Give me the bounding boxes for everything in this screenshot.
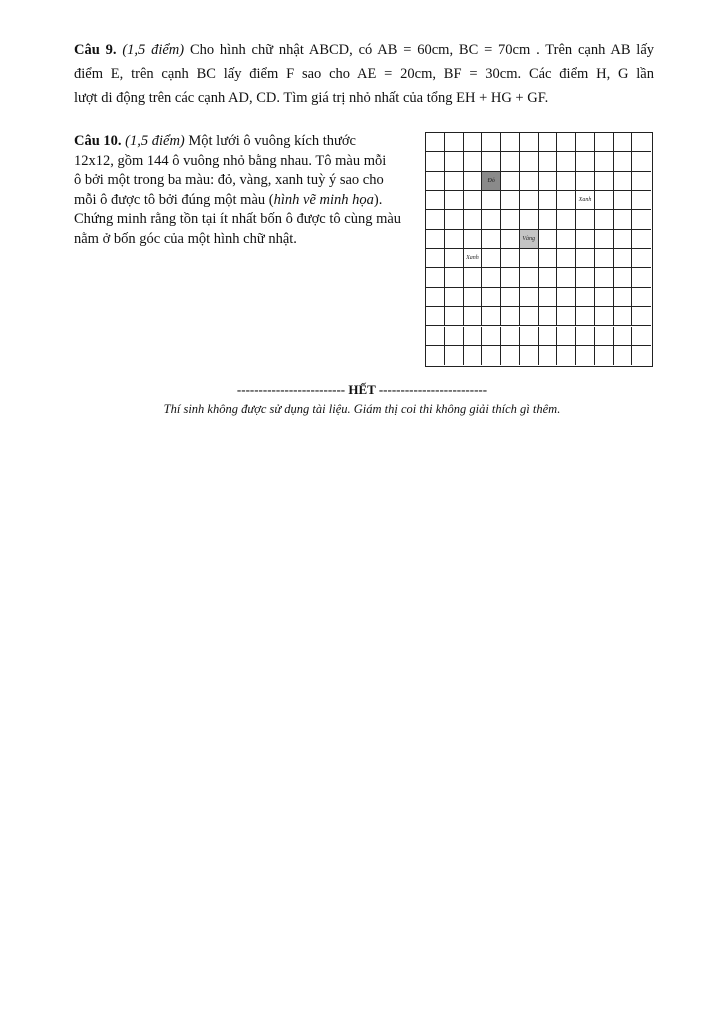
grid-cell bbox=[557, 152, 576, 171]
cell-color-label: Đỏ bbox=[487, 177, 495, 184]
grid-cell bbox=[464, 191, 483, 210]
grid-cell bbox=[464, 172, 483, 191]
q10-text-4b: ). bbox=[373, 191, 383, 208]
q10-line-3: ô bởi một trong ba màu: đỏ, vàng, xanh tuỳ ý sao cho bbox=[74, 172, 384, 188]
q10-line-2: 12x12, gồm 144 ô vuông nhỏ bằng nhau. Tô màu mỗi bbox=[74, 152, 387, 169]
grid-cell bbox=[445, 307, 464, 326]
q9-points: (1,5 điểm) bbox=[122, 42, 185, 58]
grid-cell bbox=[445, 327, 464, 346]
grid-cell bbox=[539, 172, 558, 191]
q9-line-3: lượt di động trên các cạnh AD, CD. Tìm giá trị nhỏ nhất của tổng EH + HG + GF. bbox=[74, 90, 549, 106]
grid-cell bbox=[632, 288, 651, 307]
grid-cell bbox=[614, 346, 633, 365]
grid-cell bbox=[520, 191, 539, 210]
grid-cell bbox=[482, 268, 501, 287]
grid-cell bbox=[501, 133, 520, 152]
grid-cell bbox=[539, 307, 558, 326]
grid-cell bbox=[595, 152, 614, 171]
grid-cell bbox=[595, 288, 614, 307]
grid-cell bbox=[520, 210, 539, 229]
grid-cell bbox=[520, 307, 539, 326]
grid-cell bbox=[632, 327, 651, 346]
grid-cell bbox=[482, 210, 501, 229]
grid-cell bbox=[576, 172, 595, 191]
grid-cell bbox=[614, 152, 633, 171]
grid-cell bbox=[426, 172, 445, 191]
grid-cell bbox=[464, 346, 483, 365]
grid-cell bbox=[426, 327, 445, 346]
grid-cell bbox=[520, 172, 539, 191]
grid-cell bbox=[595, 172, 614, 191]
q10-text-4-italic: hình vẽ minh họa bbox=[273, 191, 374, 208]
grid-cell bbox=[539, 288, 558, 307]
cell-color-label: Vàng bbox=[522, 235, 536, 242]
grid-cell bbox=[426, 268, 445, 287]
grid-cell bbox=[426, 288, 445, 307]
grid-cell bbox=[632, 133, 651, 152]
grid-cell bbox=[445, 152, 464, 171]
grid-cell bbox=[595, 249, 614, 268]
grid-cell bbox=[482, 191, 501, 210]
grid-cell bbox=[464, 133, 483, 152]
grid-cell bbox=[445, 249, 464, 268]
grid-cell bbox=[595, 346, 614, 365]
grid-cell bbox=[614, 133, 633, 152]
grid-cell bbox=[464, 230, 483, 249]
grid-cell bbox=[557, 133, 576, 152]
grid-cell bbox=[632, 346, 651, 365]
grid-cell bbox=[632, 172, 651, 191]
grid-cell bbox=[632, 210, 651, 229]
q9-line-1 bbox=[74, 38, 654, 62]
grid-cell bbox=[445, 210, 464, 229]
grid-cell bbox=[482, 307, 501, 326]
cell-color-label: Xanh bbox=[578, 197, 592, 204]
grid-cell bbox=[482, 249, 501, 268]
grid-cell bbox=[426, 230, 445, 249]
grid-cell bbox=[445, 230, 464, 249]
grid-cell bbox=[576, 152, 595, 171]
grid-cell bbox=[464, 327, 483, 346]
grid-cell-colored bbox=[482, 172, 501, 191]
question-9 bbox=[74, 38, 654, 110]
grid-cell bbox=[501, 268, 520, 287]
grid-cell bbox=[464, 307, 483, 326]
grid-cell bbox=[520, 133, 539, 152]
grid-cell bbox=[539, 152, 558, 171]
grid-cell bbox=[520, 327, 539, 346]
grid-cell bbox=[539, 210, 558, 229]
grid-cell bbox=[501, 172, 520, 191]
grid-cell bbox=[501, 346, 520, 365]
q10-line-5: Chứng minh rằng tồn tại ít nhất bốn ô được tô cùng màu bbox=[74, 211, 402, 227]
grid-cell bbox=[614, 191, 633, 210]
grid-cell bbox=[576, 230, 595, 249]
grid-cell bbox=[539, 249, 558, 268]
grid-cell bbox=[632, 230, 651, 249]
grid-cell bbox=[557, 210, 576, 229]
grid-cell bbox=[539, 230, 558, 249]
grid-cell bbox=[614, 288, 633, 307]
grid-cell bbox=[426, 133, 445, 152]
grid-cell bbox=[632, 191, 651, 210]
grid-cell bbox=[426, 152, 445, 171]
grid-cell bbox=[539, 268, 558, 287]
grid-cell bbox=[520, 249, 539, 268]
grid-cell bbox=[464, 210, 483, 229]
grid-cell bbox=[576, 210, 595, 229]
grid-cell bbox=[595, 268, 614, 287]
grid-cell bbox=[614, 230, 633, 249]
grid-cell bbox=[557, 327, 576, 346]
q10-text-1: Một lưới ô vuông kích thước bbox=[188, 133, 356, 149]
grid-cell bbox=[539, 327, 558, 346]
grid-cell bbox=[520, 152, 539, 171]
grid-cell bbox=[576, 307, 595, 326]
grid-cell bbox=[520, 288, 539, 307]
exam-note: Thí sinh không được sử dụng tài liệu. Giám thị coi thi không giải thích gì thêm. bbox=[163, 402, 561, 416]
grid-cell bbox=[426, 249, 445, 268]
grid-cell bbox=[482, 133, 501, 152]
grid-cell bbox=[576, 268, 595, 287]
q10-text-4a: mỗi ô được tô bởi đúng một màu ( bbox=[74, 191, 274, 208]
grid-cell bbox=[426, 346, 445, 365]
grid-cell bbox=[595, 230, 614, 249]
grid-cell bbox=[576, 346, 595, 365]
grid-cell bbox=[464, 152, 483, 171]
grid-cell bbox=[445, 346, 464, 365]
grid-cell bbox=[632, 307, 651, 326]
grid-cell bbox=[557, 307, 576, 326]
grid-cell bbox=[464, 288, 483, 307]
grid-cell bbox=[464, 268, 483, 287]
end-marker: ------------------------- HẾT ------------------------- bbox=[236, 382, 488, 397]
grid-cell bbox=[595, 307, 614, 326]
grid-cell bbox=[595, 327, 614, 346]
grid-cell bbox=[482, 152, 501, 171]
grid-cell bbox=[482, 327, 501, 346]
grid-cell bbox=[501, 210, 520, 229]
q10-line-4 bbox=[74, 191, 420, 211]
grid-cell bbox=[445, 288, 464, 307]
grid-cell bbox=[445, 133, 464, 152]
grid-cell bbox=[632, 268, 651, 287]
grid-cell bbox=[595, 133, 614, 152]
grid-cell bbox=[501, 230, 520, 249]
q9-label: Câu 9. bbox=[74, 42, 117, 58]
grid-cell bbox=[614, 249, 633, 268]
grid-cell bbox=[557, 346, 576, 365]
grid-cell bbox=[520, 268, 539, 287]
grid-cell bbox=[557, 191, 576, 210]
grid-cell bbox=[576, 249, 595, 268]
grid-cell bbox=[445, 268, 464, 287]
grid-cell bbox=[576, 288, 595, 307]
grid-cell bbox=[482, 288, 501, 307]
grid-cell bbox=[557, 172, 576, 191]
q10-points: (1,5 điểm) bbox=[125, 133, 185, 149]
grid-cell bbox=[614, 268, 633, 287]
grid-cell-colored bbox=[464, 249, 483, 268]
grid-cell bbox=[557, 268, 576, 287]
grid-cell bbox=[482, 346, 501, 365]
grid-cell bbox=[539, 346, 558, 365]
grid-cell bbox=[614, 327, 633, 346]
grid-cell bbox=[520, 346, 539, 365]
cell-color-label: Xanh bbox=[466, 255, 479, 262]
grid-cell bbox=[501, 152, 520, 171]
grid-cell-colored bbox=[576, 191, 595, 210]
grid-cell bbox=[614, 210, 633, 229]
grid-cell bbox=[576, 327, 595, 346]
grid-cell bbox=[501, 191, 520, 210]
grid-cell bbox=[501, 327, 520, 346]
grid-cell bbox=[557, 288, 576, 307]
grid-cell bbox=[539, 133, 558, 152]
grid-cell bbox=[445, 172, 464, 191]
q9-line-2: điểm E, trên cạnh BC lấy điểm F sao cho AE = 20cm, BF = 30cm. Các điểm H, G lần bbox=[74, 66, 654, 82]
grid-cell bbox=[614, 307, 633, 326]
grid-cell bbox=[614, 172, 633, 191]
grid-cell bbox=[482, 230, 501, 249]
grid-cell bbox=[576, 133, 595, 152]
grid-cell bbox=[445, 191, 464, 210]
grid-cell bbox=[557, 230, 576, 249]
grid-cell bbox=[426, 307, 445, 326]
question-10 bbox=[74, 132, 420, 249]
grid-cell bbox=[595, 210, 614, 229]
grid-cell-colored bbox=[520, 230, 539, 249]
grid-cell bbox=[632, 249, 651, 268]
grid-cell bbox=[632, 152, 651, 171]
color-grid-illustration bbox=[425, 132, 653, 367]
grid-cell bbox=[501, 249, 520, 268]
q10-line-1 bbox=[74, 132, 420, 152]
q9-text-1: Cho hình chữ nhật ABCD, có AB = 60cm, BC = 70cm . Trên cạnh AB lấy bbox=[189, 42, 655, 58]
q10-label: Câu 10. bbox=[74, 133, 122, 149]
grid-cell bbox=[426, 191, 445, 210]
q10-line-6: nằm ở bốn góc của một hình chữ nhật. bbox=[74, 230, 297, 247]
grid-cell bbox=[595, 191, 614, 210]
grid-cell bbox=[501, 288, 520, 307]
grid-cell bbox=[557, 249, 576, 268]
grid-cell bbox=[426, 210, 445, 229]
grid-cell bbox=[501, 307, 520, 326]
grid-cell bbox=[539, 191, 558, 210]
